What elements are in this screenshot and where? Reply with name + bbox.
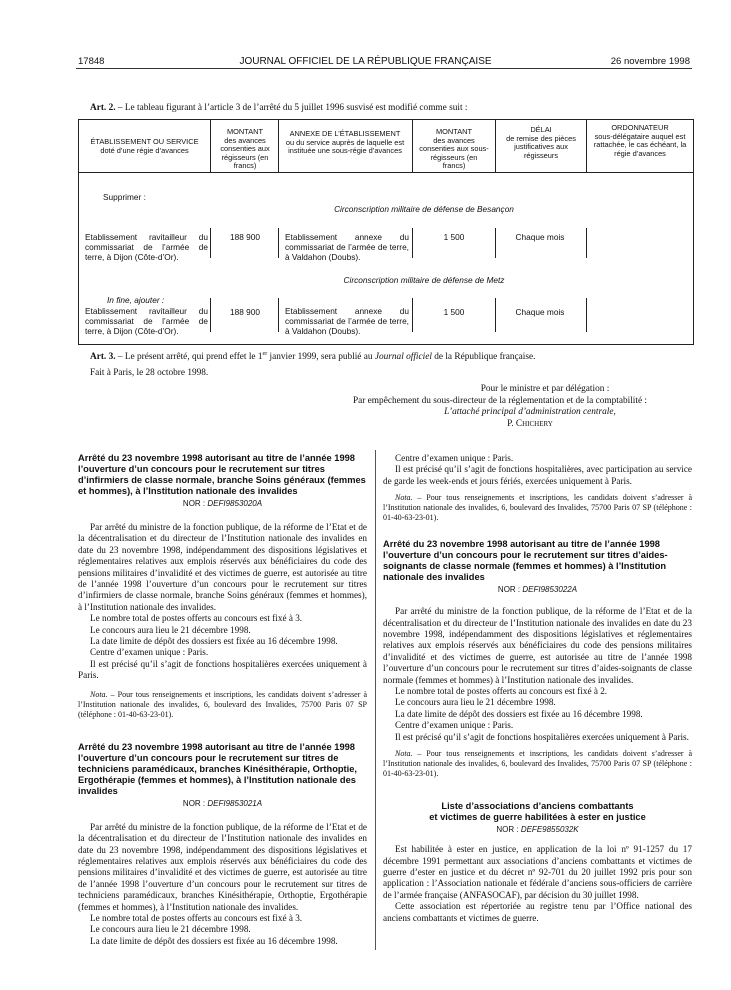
paragraph: Par arrêté du ministre de la fonction publique, de la réforme de l’Etat et de la décentralisation et du directeur de l’Institution nationale des invalides en date du 23 novembre 1998, indépendamment des dispositions législatives et réglementaires relatives aux emplois réservés aux bénéficiaires du code des pensions militaires d’invalidité et des victimes de guerre, est autorisée au titre de l’année 1998 l’ouverture d’un concours pour le recrutement sur titres d’infirmiers de classe normale, branche Soins généraux (femmes et hommes), à l’Institution nationale des invalides.: [78, 522, 367, 612]
row2-montant: 188 900: [230, 307, 260, 317]
nota-text: – Pour tous renseignements et inscriptions, les candidats doivent s’adresser à l’Institution nationale des invalides, 6, boulevard des Invalides, 75700 Paris 07 SP (téléphone : 01-40-63-23-01).: [383, 493, 692, 523]
header-montant-sous-title: MONTANT: [436, 127, 472, 136]
arrete-infirmiers: [78, 453, 367, 720]
paragraph: Le concours aura lieu le 21 décembre 1998.: [90, 624, 251, 635]
header-montant-sous-sub: des avances consenties aux sous-régisseurs (en francs): [419, 135, 489, 171]
header-delai: [501, 126, 581, 160]
row-divider: [586, 298, 587, 332]
header-montant-title: MONTANT: [227, 127, 263, 136]
header-montant-sous: [419, 128, 489, 171]
art2-text: – Le tableau figurant à l’article 3 de l’arrêté du 5 juillet 1996 susvisé est modifié comme suit :: [115, 103, 468, 113]
paragraph: Centre d’examen unique : Paris.: [395, 720, 514, 731]
row-divider: [210, 228, 211, 258]
nor-code: DEFE9855032K: [520, 825, 579, 835]
journal-title: JOURNAL OFFICIEL DE LA RÉPUBLIQUE FRANÇAISE: [239, 56, 492, 67]
arrete-aides-soignants-nor: [383, 585, 692, 594]
liste-associations: [383, 801, 692, 924]
paragraph: La date limite de dépôt des dossiers est fixée au 16 décembre 1998.: [395, 708, 643, 719]
nor-code: DEFI9853020A: [207, 499, 263, 508]
nor-label: NOR :: [182, 499, 208, 508]
header-etablissement-title: ÉTABLISSEMENT OU SERVICE: [90, 137, 199, 146]
col-divider: [278, 120, 279, 172]
header-ordonnateur-sub: sous-délégataire auquel est rattachée, le cas échéant, la régie d’avances: [593, 131, 687, 158]
row-divider: [586, 228, 587, 258]
paragraph: Il est précisé qu’il s’agit de fonctions hospitalières exercées uniquement à Paris.: [395, 731, 689, 742]
signature-line1: Pour le ministre et par délégation :: [480, 384, 610, 394]
paragraph: Il est précisé qu’il s’agit de fonctions hospitalières, avec participation au service de garde les week-ends et jours fériés, exercées uniquement à Paris.: [383, 464, 692, 486]
left-column: [78, 453, 367, 947]
nota-paragraph: [78, 690, 367, 720]
row-divider: [210, 298, 211, 332]
row2-montant-sous: 1 500: [443, 307, 465, 317]
art3-journal: Journal officiel: [374, 352, 432, 363]
header-ordonnateur: [591, 124, 689, 158]
paragraph: La date limite de dépôt des dossiers est fixée au 16 décembre 1998.: [90, 935, 338, 946]
header-rule: [76, 68, 692, 69]
row2-annexe: Etablissement annexe du commissariat de l’armée de terre, à Valdahon (Doubs).: [285, 306, 409, 336]
column-divider: [375, 450, 376, 950]
paragraph: Centre d’examen unique : Paris.: [395, 453, 514, 463]
row-divider: [495, 228, 496, 258]
row-divider: [412, 298, 413, 332]
nota-label: Nota.: [90, 689, 108, 699]
art3-paragraph: [90, 351, 535, 362]
signature-line2: Par empêchement du sous-directeur de la réglementation et de la comptabilité :: [352, 395, 648, 406]
nota-text: – Pour tous renseignements et inscriptions, les candidats doivent s’adresser à l’Institution nationale des invalides, 6, boulevard des Invalides, 75700 Paris 07 SP (téléphone : 01-40-63-23-01).: [383, 749, 692, 779]
right-column: [383, 453, 692, 924]
in-fine-label: In fine, ajouter :: [107, 295, 165, 305]
paragraph: La date limite de dépôt des dossiers est fixée au 16 décembre 1998.: [90, 636, 338, 647]
title-line: et victimes de guerre habilitées à ester en justice: [429, 812, 646, 823]
arrete-techniciens: [78, 742, 367, 947]
nor-code: DEFI9853021A: [207, 798, 263, 808]
paragraph: Il est précisé qu’il s’agit de fonctions hospitalières exercées uniquement à Paris.: [78, 658, 367, 681]
paragraph: Centre d’examen unique : Paris.: [90, 647, 209, 658]
arrete-infirmiers-nor: [78, 499, 367, 508]
page-number: 17848: [78, 56, 105, 67]
art3-label: Art. 3.: [90, 352, 116, 363]
header-etablissement: [79, 138, 210, 155]
nor-label: NOR :: [182, 798, 208, 808]
header-montant-sub: des avances consenties aux régisseurs (en francs): [220, 135, 270, 171]
header-montant: [219, 128, 271, 171]
header-delai-sub: de remise des pièces justificatives aux régisseurs: [506, 133, 576, 160]
title-line: Liste d’associations d’anciens combattants: [441, 801, 634, 812]
signature-name: P. Chichery: [507, 418, 553, 429]
arrete-techniciens-title: Arrêté du 23 novembre 1998 autorisant au titre de l’année 1998 l’ouverture d’un concours pour le recrutement sur titres de techniciens paramédicaux, branches Kinésithérapie, Orthoptie, Ergothérapie (femmes et hommes), à l’Institution nationale des invalides: [78, 741, 357, 796]
nota-label: Nota.: [395, 749, 413, 759]
paragraph: Le nombre total de postes offerts au concours est fixé à 3.: [90, 912, 303, 923]
row2-delai: Chaque mois: [515, 307, 565, 317]
arrete-techniciens-nor: [78, 799, 367, 808]
nota-paragraph: [383, 493, 692, 523]
fait-a-paris: Fait à Paris, le 28 octobre 1998.: [90, 368, 209, 378]
header-annexe: [281, 130, 409, 156]
paragraph: Par arrêté du ministre de la fonction publique, de la réforme de l’Etat et de la décentralisation et du directeur de l’Institution nationale des invalides en date du 23 novembre 1998, indépendamment des dispositions législatives et réglementaires relatives aux emplois réservés aux bénéficiaires du code des pensions militaires d’invalidité et des victimes de guerre, est autorisée au titre de l’année 1998 l’ouverture d’un concours pour le recrutement sur titres d’aides-soignants de classe normale (femmes et hommes) à l’Institution nationale des invalides.: [383, 606, 692, 685]
liste-associations-nor: [383, 825, 692, 834]
regie-table: [78, 119, 694, 345]
circonscription-besancon: Circonscription militaire de défense de Besançon: [334, 204, 514, 214]
circonscription-metz: Circonscription militaire de défense de Metz: [343, 275, 505, 285]
art3-sup: er: [262, 351, 268, 357]
row1-delai: Chaque mois: [515, 232, 565, 242]
paragraph: Cette association est répertoriée au registre tenu par l’Office national des anciens combattants et victimes de guerre.: [383, 901, 692, 923]
paragraph: Le nombre total de postes offerts au concours est fixé à 2.: [395, 686, 608, 697]
header-delai-title: DÉLAI: [530, 125, 552, 134]
header-etablissement-sub: doté d’une régie d’avances: [100, 145, 189, 155]
nor-code: DEFI9853022A: [522, 585, 578, 595]
art2-label: Art. 2.: [90, 103, 116, 113]
signature-line3: L’attaché principal d’administration centrale,: [444, 407, 616, 418]
page-date: 26 novembre 1998: [610, 56, 690, 67]
header-ordonnateur-title: ORDONNATEUR: [611, 123, 669, 132]
liste-associations-title: [383, 801, 692, 823]
paragraph: Le nombre total de postes offerts au concours est fixé à 3.: [90, 613, 303, 624]
arrete-aides-soignants: [383, 539, 692, 779]
art3-text-after: de la République française.: [431, 352, 536, 363]
col-divider: [586, 120, 587, 172]
arrete-aides-soignants-title: Arrêté du 23 novembre 1998 autorisant au titre de l’année 1998 l’ouverture d’un concours pour le recrutement sur titres d’aides-soignants de classe normale (femmes et hommes) à l’Institution nationale des invalides: [383, 539, 668, 583]
art3-text: – Le présent arrêté, qui prend effet le 1: [115, 352, 263, 363]
row1-annexe: Etablissement annexe du commissariat de l’armée de terre, à Valdahon (Doubs).: [285, 232, 409, 262]
paragraph: Est habilitée à ester en justice, en application de la loi nº 91-1257 du 17 décembre 1991 permettant aux associations d’anciens combattants et victimes de guerre d’ester en justice et du décret nº 92-701 du 20 juillet 1992 pris pour son application : l’Association nationale et fédérale d’anciens sous-officiers de carrière de l’armée française (ANFASOCAF), par décision du 30 juillet 1998.: [383, 844, 692, 900]
row-divider: [412, 228, 413, 258]
signature-block: [300, 384, 700, 430]
paragraph: Le concours aura lieu le 21 décembre 1998.: [90, 924, 251, 935]
art3-text-middle: janvier 1999, sera publié au: [267, 352, 375, 363]
nota-text: – Pour tous renseignements et inscriptions, les candidats doivent s’adresser à l’Institution nationale des invalides, 6, boulevard des Invalides, 75700 Paris 07 SP (téléphone : 01-40-63-23-01).: [78, 689, 367, 719]
row1-montant-sous: 1 500: [443, 232, 465, 242]
nota-paragraph: [383, 749, 692, 779]
row-divider: [495, 298, 496, 332]
col-divider: [210, 120, 211, 172]
row-divider: [278, 298, 279, 332]
col-divider: [495, 120, 496, 172]
header-annexe-title: ANNEXE DE L’ÉTABLISSEMENT: [289, 129, 401, 138]
col-divider: [412, 120, 413, 172]
paragraph: Le concours aura lieu le 21 décembre 1998.: [395, 697, 556, 708]
header-annexe-sub: ou du service auprès de laquelle est instituée une sous-régie d’avances: [285, 137, 405, 156]
nor-label: NOR :: [497, 585, 523, 595]
row1-montant: 188 900: [230, 232, 260, 242]
row1-etablissement: Etablissement ravitailleur du commissariat de l’armée de terre, à Dijon (Côte-d’Or).: [85, 232, 208, 262]
nor-label: NOR :: [496, 825, 521, 835]
art2-paragraph: [90, 103, 467, 113]
paragraph: Par arrêté du ministre de la fonction publique, de la réforme de l’Etat et de la décentralisation et du directeur de l’Institution nationale des invalides en date du 23 novembre 1998, indépendamment des dispositions législatives et réglementaires relatives aux emplois réservés aux bénéficiaires du code des pensions militaires d’invalidité et des victimes de guerre, est autorisée au titre de l’année 1998 l’ouverture d’un concours pour le recrutement sur titres de techniciens paramédicaux, branches Kinésithérapie, Orthoptie, Ergothérapie (femmes et hommes), à l’Institution nationale des invalides.: [78, 821, 367, 912]
row2-etablissement: Etablissement ravitailleur du commissariat de l’armée de terre, à Dijon (Côte-d’Or).: [85, 306, 208, 336]
table-header-rule: [79, 172, 693, 173]
nota-label: Nota.: [395, 493, 413, 503]
supprimer-label: Supprimer :: [103, 192, 146, 202]
row-divider: [278, 228, 279, 258]
arrete-infirmiers-title: Arrêté du 23 novembre 1998 autorisant au titre de l’année 1998 l’ouverture d’un concours pour le recrutement sur titres d’infirmiers de classe normale, branche Soins généraux (femmes et hommes), à l’Institution nationale des invalides: [78, 453, 366, 496]
